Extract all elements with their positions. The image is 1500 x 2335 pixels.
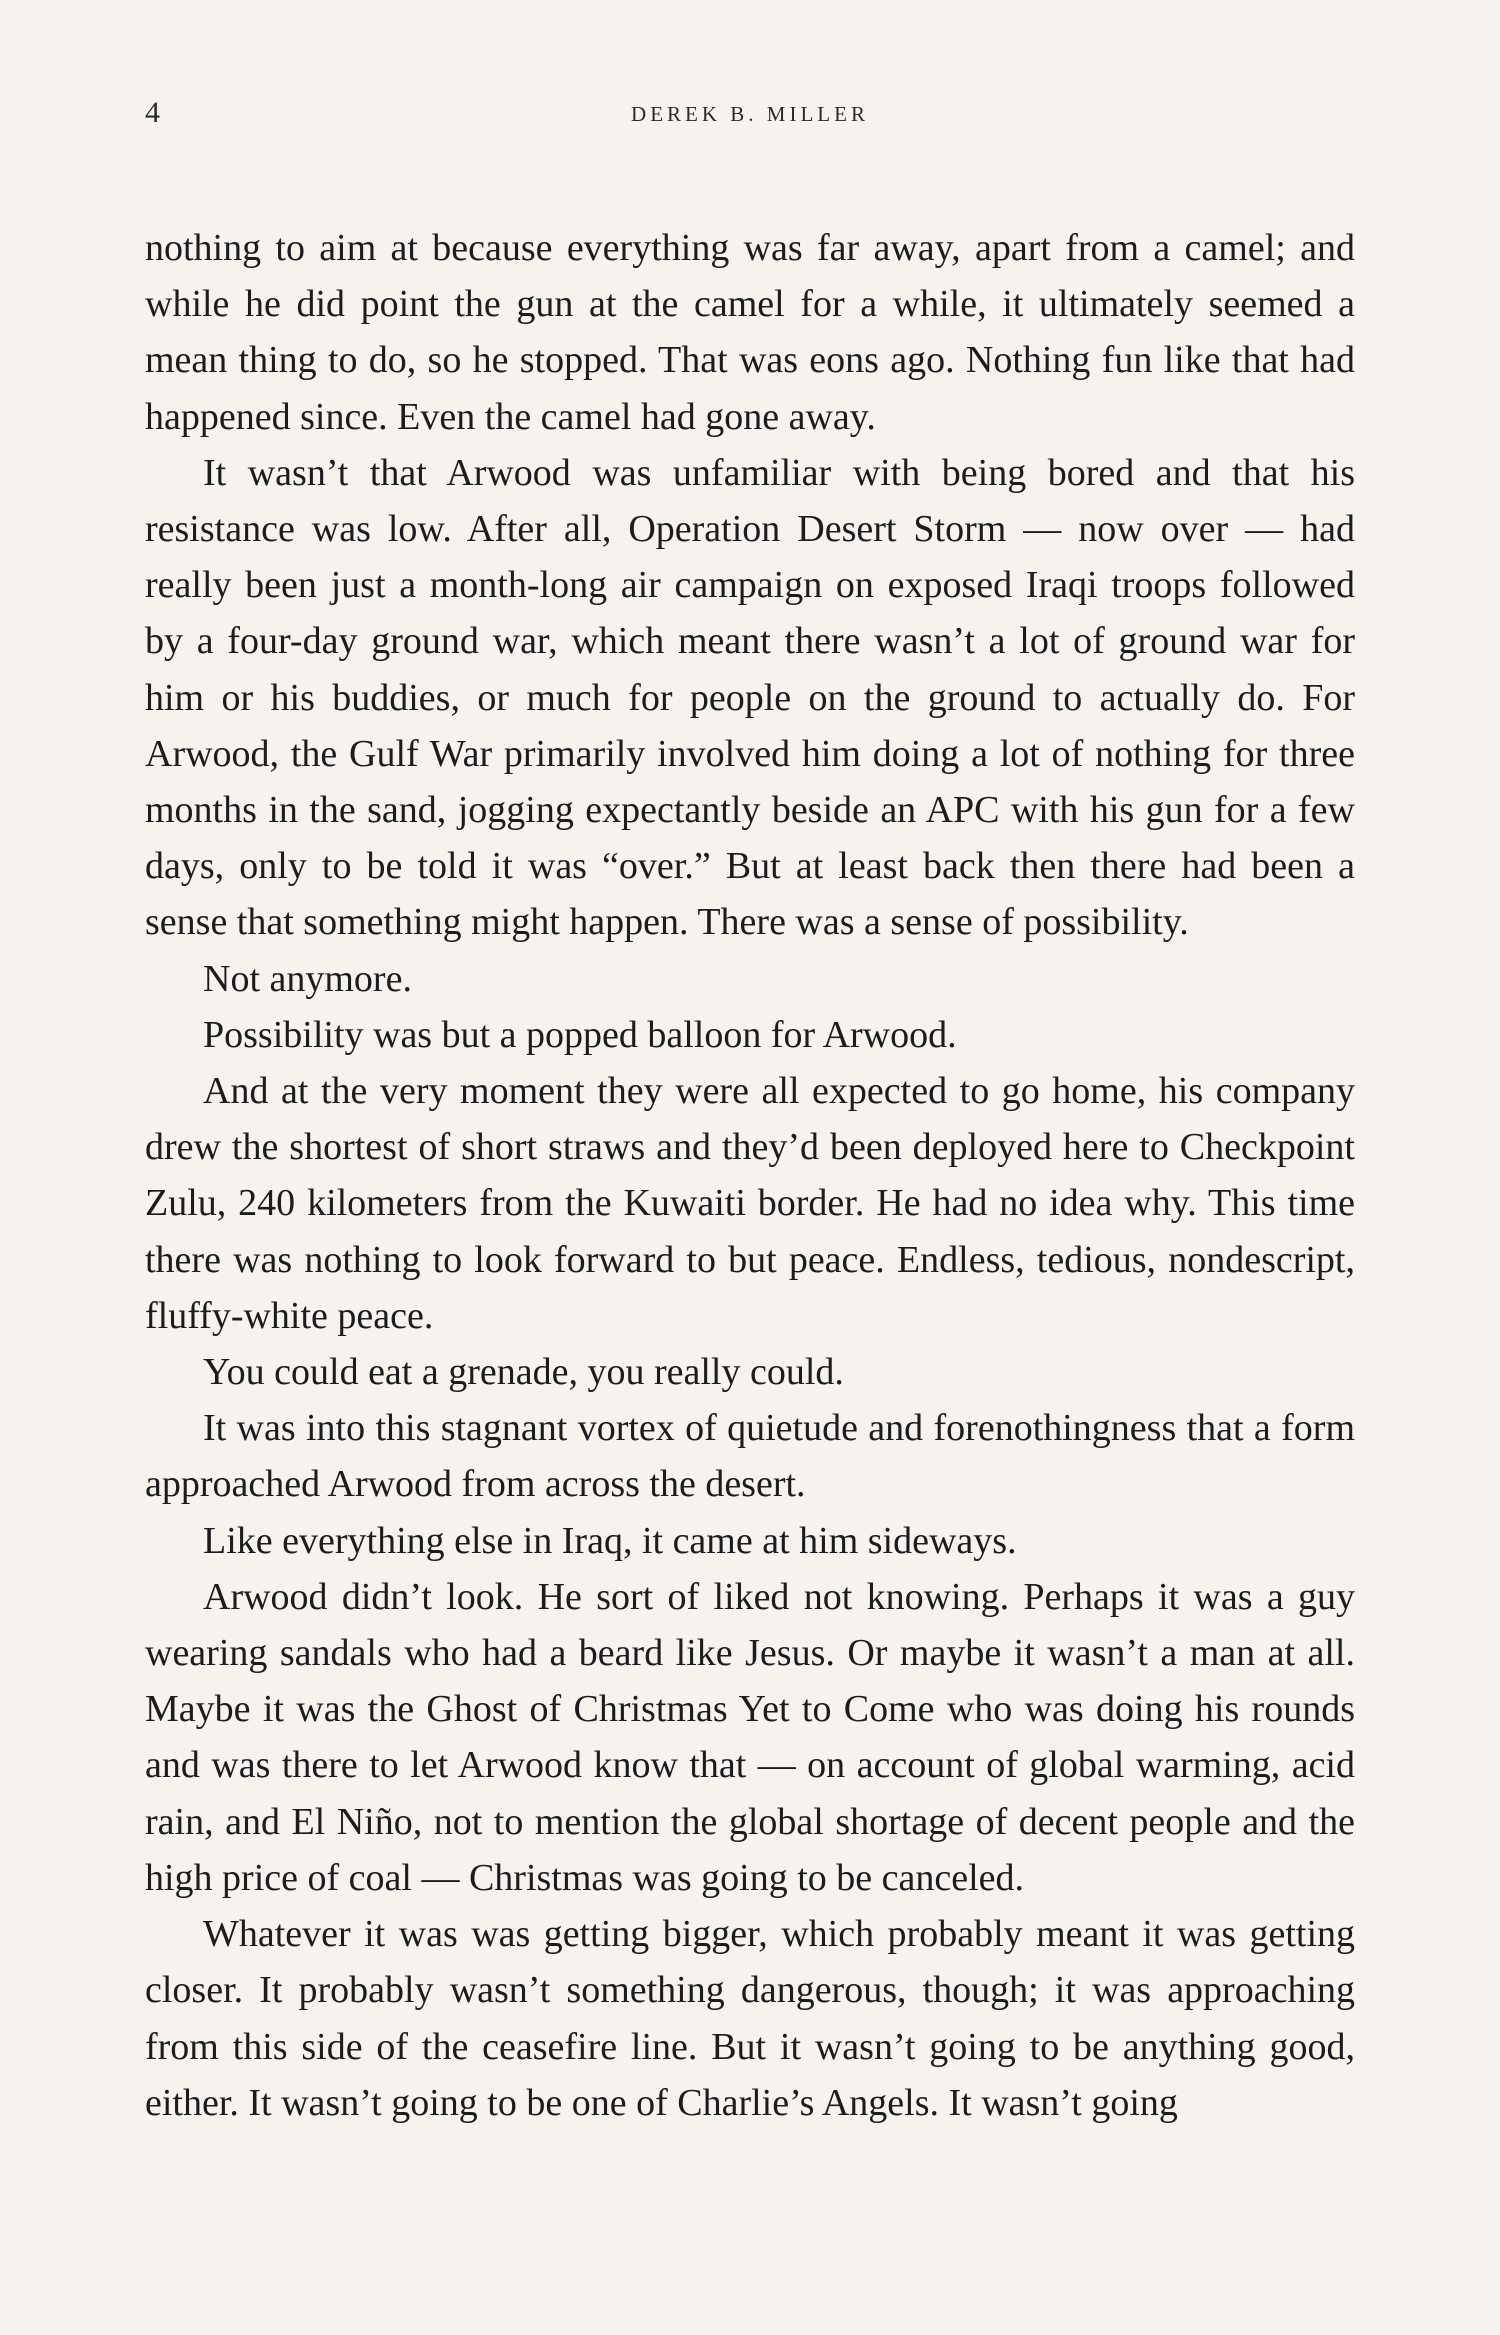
paragraph: And at the very moment they were all expected to go home, his company drew the shortest of short straws and they’d been deployed here to Checkpoint Zulu, 240 kilometers from the Kuwaiti border. He had no idea why. This time there was nothing to look forward to but peace. Endless, tedious, nondescript, fluffy-white peace.	[145, 1070, 1355, 1337]
running-head	[145, 96, 1355, 136]
paragraph: Whatever it was was getting bigger, which probably meant it was getting closer. It probably wasn’t something dangerous, though; it was approaching from this side of the ceasefire line. But it wasn’t going to be anything good, either. It wasn’t going to be one of Charlie’s Angels. It wasn’t going	[145, 1913, 1355, 2124]
running-title: DEREK B. MILLER	[631, 102, 869, 126]
body-text	[145, 220, 1355, 2131]
paragraph: You could eat a grenade, you really could.	[203, 1351, 844, 1394]
paragraph: Like everything else in Iraq, it came at him sideways.	[203, 1519, 1017, 1562]
paragraph: It was into this stagnant vortex of quietude and forenothingness that a form approached Arwood from across the desert.	[145, 1407, 1355, 1506]
page-number: 4	[145, 96, 160, 129]
paragraph: nothing to aim at because everything was far away, apart from a camel; and while he did point the gun at the camel for a while, it ultimately seemed a mean thing to do, so he stopped. That was eons ago. Nothing fun like that had happened since. Even the camel had gone away.	[145, 227, 1355, 438]
paragraph: Possibility was but a popped balloon for Arwood.	[203, 1013, 957, 1056]
paragraph: Not anymore.	[203, 957, 412, 1000]
paragraph: Arwood didn’t look. He sort of liked not knowing. Perhaps it was a guy wearing sandals who had a beard like Jesus. Or maybe it wasn’t a man at all. Maybe it was the Ghost of Christmas Yet to Come who was doing his rounds and was there to let Arwood know that — on account of global warming, acid rain, and El Niño, not to mention the global shortage of decent people and the high price of coal — Christmas was going to be canceled.	[145, 1575, 1355, 1899]
paragraph: It wasn’t that Arwood was unfamiliar with being bored and that his resistance was low. After all, Operation Desert Storm — now over — had really been just a month-long air campaign on exposed Iraqi troops followed by a four-day ground war, which meant there wasn’t a lot of ground war for him or his buddies, or much for people on the ground to actually do. For Arwood, the Gulf War primarily involved him doing a lot of nothing for three months in the sand, jogging expectantly beside an APC with his gun for a few days, only to be told it was “over.” But at least back then there had been a sense that something might happen. There was a sense of possibility.	[145, 451, 1355, 944]
